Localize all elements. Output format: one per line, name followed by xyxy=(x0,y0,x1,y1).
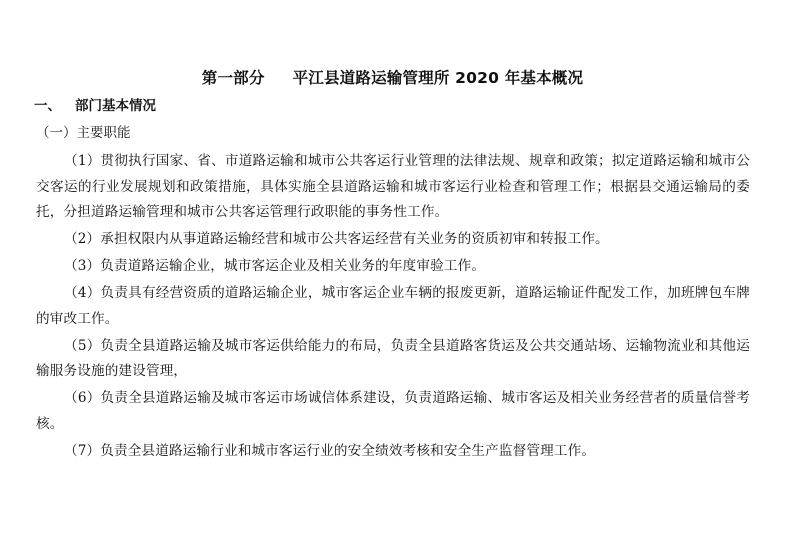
paragraph-duty-7: （7）负责全县道路运输行业和城市客运行业的安全绩效考核和安全生产监督管理工作。 xyxy=(64,442,596,459)
paragraph-duty-6: （6）负责全县道路运输及城市客运市场诚信体系建设，负责道路运输、城市客运及相关业务经营者的质量信誉考核。 xyxy=(36,390,750,432)
paragraph-duty-1: （1）贯彻执行国家、省、市道路运输和城市公共客运行业管理的法律法规、规章和政策；拟定道路运输和城市公交客运的行业发展规划和政策措施，具体实施全县道路运输和城市客运行业检查和管理工作；根据县交通运输局的委托，分担道路运输管理和城市公共客运管理行政职能的事务性工作。 xyxy=(36,153,750,220)
section-heading xyxy=(34,96,156,116)
subsection-heading: （一）主要职能 xyxy=(36,125,131,141)
paragraph-duty-5: （5）负责全县道路运输及城市客运供给能力的布局，负责全县道路客货运及公共交通站场、运输物流业和其他运输服务设施的建设管理， xyxy=(36,337,750,379)
section-number: 一、 xyxy=(34,98,61,114)
title-main-text: 平江县道路运输管理所 2020 年基本概况 xyxy=(292,69,584,87)
paragraph-duty-3: （3）负责道路运输企业，城市客运企业及相关业务的年度审验工作。 xyxy=(64,258,486,274)
title-part-label: 第一部分 xyxy=(201,69,265,87)
paragraph-duty-4: （4）负责具有经营资质的道路运输企业，城市客运企业车辆的报废更新，道路运输证件配发工作，加班牌包车牌的审改工作。 xyxy=(36,285,750,327)
page-title xyxy=(0,67,785,89)
document-body xyxy=(36,149,750,466)
section-title: 部门基本情况 xyxy=(75,98,156,114)
paragraph-duty-2: （2）承担权限内从事道路运输经营和城市公共客运经营有关业务的资质初审和转报工作。 xyxy=(64,231,609,247)
